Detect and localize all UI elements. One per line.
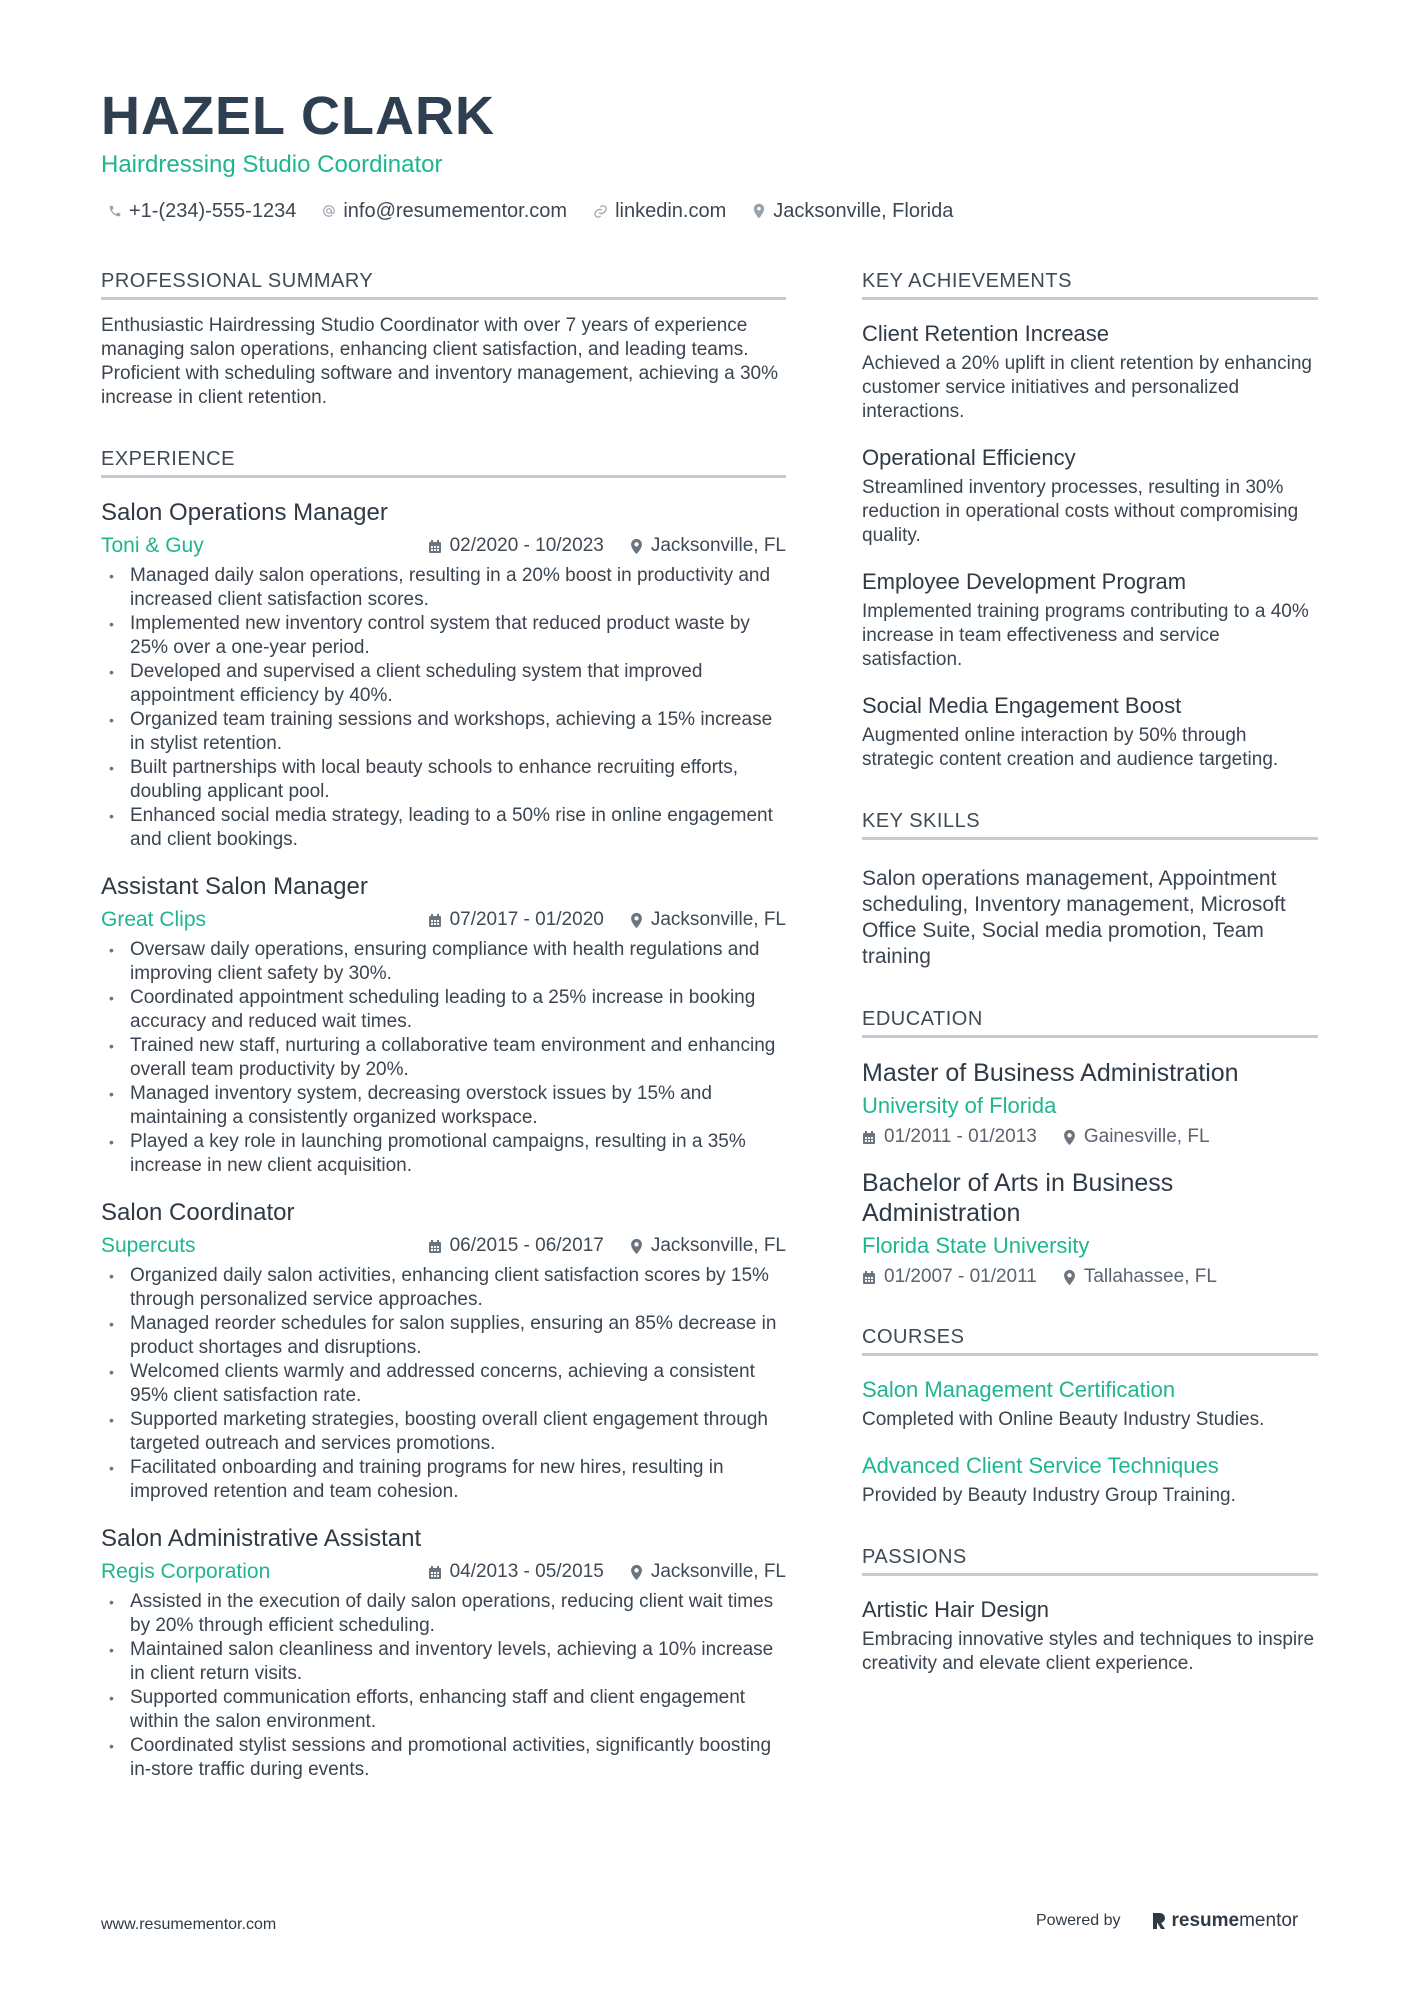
education-dates — [862, 1266, 1037, 1288]
map-pin-icon — [1063, 1129, 1076, 1146]
job-title: Salon Coordinator — [101, 1199, 295, 1226]
achievement-title: Employee Development Program — [862, 569, 1187, 594]
contact-location — [752, 198, 953, 224]
bullet-item: • Supported marketing strategies, boosting overall client engagement through targeted outreach and services promotions. — [101, 1408, 786, 1456]
education-dates-text: 01/2011 - 01/2013 — [884, 1126, 1037, 1147]
calendar-icon — [862, 1270, 876, 1285]
achievement-desc: Achieved a 20% uplift in client retention by enhancing customer service initiatives and personalized interactions. — [862, 353, 1312, 422]
bullet-item: • Coordinated appointment scheduling leading to a 25% increase in booking accuracy and reduced wait times. — [101, 986, 786, 1034]
job-dates-text: 07/2017 - 01/2020 — [449, 909, 604, 930]
job-company: Toni & Guy — [101, 534, 204, 557]
bullet-item: • Played a key role in launching promotional campaigns, resulting in a 35% increase in new client acquisition. — [101, 1130, 786, 1178]
job-location-text: Jacksonville, FL — [650, 909, 786, 930]
job-meta — [101, 1232, 786, 1260]
bullet-item: • Coordinated stylist sessions and promotional activities, significantly boosting in-store traffic during events. — [101, 1734, 786, 1782]
achievement-desc: Augmented online interaction by 50% through strategic content creation and audience targeting. — [862, 725, 1279, 770]
bullet-item: • Enhanced social media strategy, leading to a 50% rise in online engagement and client bookings. — [101, 804, 786, 852]
bullet-item: • Managed daily salon operations, resulting in a 20% boost in productivity and increased client satisfaction scores. — [101, 564, 786, 612]
summary-text: Enthusiastic Hairdressing Studio Coordinator with over 7 years of experience managing salon operations, enhancing client satisfaction, and leading teams. Proficient with scheduling software and inventory management, achieving a 30% increase in client retention. — [101, 315, 778, 408]
education-degree: Bachelor of Arts in Business Administration — [862, 1169, 1174, 1227]
education-school: University of Florida — [862, 1093, 1057, 1118]
achievement-desc: Implemented training programs contributing to a 40% increase in team effectiveness and service satisfaction. — [862, 601, 1309, 670]
achievement-item — [862, 444, 1318, 548]
passion-title: Artistic Hair Design — [862, 1597, 1050, 1622]
course-item — [862, 1452, 1318, 1508]
achievement-desc: Streamlined inventory processes, resulting in 30% reduction in operational costs without compromising quality. — [862, 477, 1299, 546]
job-dates-text: 02/2020 - 10/2023 — [449, 535, 604, 556]
map-pin-icon — [1063, 1269, 1076, 1286]
job-company: Regis Corporation — [101, 1560, 271, 1583]
map-pin-icon — [630, 538, 643, 555]
job-meta — [101, 906, 786, 934]
job-dates — [428, 909, 604, 931]
skills-text: Salon operations management, Appointment scheduling, Inventory management, Microsoft Office Suite, Social media promotion, Team training — [862, 867, 1286, 968]
bullet-item: • Maintained salon cleanliness and inventory levels, achieving a 10% increase in client return visits. — [101, 1638, 786, 1686]
bullet-item: • Managed inventory system, decreasing overstock issues by 15% and maintaining a consistently organized workspace. — [101, 1082, 786, 1130]
resumementor-logo-icon — [1151, 1911, 1167, 1931]
job-location-text: Jacksonville, FL — [650, 535, 786, 556]
achievement-item — [862, 568, 1318, 672]
job-location — [630, 1235, 786, 1257]
brand-light: mentor — [1239, 1910, 1299, 1931]
calendar-icon — [862, 1130, 876, 1145]
contact-phone — [108, 198, 296, 224]
passion-item — [862, 1596, 1318, 1676]
bullet-item: • Supported communication efforts, enhancing staff and client engagement within the salon environment. — [101, 1686, 786, 1734]
education-meta — [862, 1126, 1318, 1148]
achievements-heading: KEY ACHIEVEMENTS — [862, 268, 1318, 300]
map-pin-icon — [630, 1564, 643, 1581]
phone-text: +1-(234)-555-1234 — [129, 200, 297, 222]
right-column — [862, 268, 1318, 1676]
candidate-name: HAZEL CLARK — [101, 86, 495, 146]
job-location — [630, 535, 786, 557]
job-company: Supercuts — [101, 1234, 196, 1257]
job-title: Salon Operations Manager — [101, 499, 388, 526]
job-title: Salon Administrative Assistant — [101, 1525, 422, 1552]
brand-logo[interactable] — [1151, 1910, 1299, 1932]
education-school: Florida State University — [862, 1233, 1090, 1258]
job-location — [630, 1561, 786, 1583]
courses-heading: COURSES — [862, 1324, 1318, 1356]
bullet-item: • Organized team training sessions and workshops, achieving a 15% increase in stylist retention. — [101, 708, 786, 756]
achievement-title: Client Retention Increase — [862, 321, 1110, 346]
contact-linkedin[interactable] — [593, 198, 726, 224]
job-meta — [101, 1558, 786, 1586]
skills-heading: KEY SKILLS — [862, 808, 1318, 840]
job-location-text: Jacksonville, FL — [650, 1561, 786, 1582]
calendar-icon — [428, 1239, 442, 1254]
course-item — [862, 1376, 1318, 1432]
job-dates — [428, 535, 604, 557]
education-list — [862, 1058, 1318, 1288]
achievement-item — [862, 692, 1318, 772]
achievements-list — [862, 320, 1318, 772]
job-title: Assistant Salon Manager — [101, 873, 368, 900]
powered-by-label: Powered by — [1036, 1912, 1121, 1929]
course-desc: Completed with Online Beauty Industry Studies. — [862, 1409, 1265, 1430]
bullet-item: • Developed and supervised a client scheduling system that improved appointment efficiency by 40%. — [101, 660, 786, 708]
education-dates-text: 01/2007 - 01/2011 — [884, 1266, 1037, 1287]
candidate-role: Hairdressing Studio Coordinator — [101, 151, 443, 178]
job-entry — [101, 1198, 786, 1504]
left-column — [101, 268, 786, 1782]
bullet-item: • Facilitated onboarding and training programs for new hires, resulting in improved retention and team cohesion. — [101, 1456, 786, 1504]
job-entry — [101, 498, 786, 852]
linkedin-text: linkedin.com — [615, 200, 727, 222]
map-pin-icon — [752, 203, 766, 219]
achievement-title: Operational Efficiency — [862, 445, 1076, 470]
bullet-item: • Oversaw daily operations, ensuring compliance with health regulations and improving client safety by 30%. — [101, 938, 786, 986]
job-company: Great Clips — [101, 908, 207, 931]
passion-desc: Embracing innovative styles and techniques to inspire creativity and elevate client experience. — [862, 1629, 1315, 1674]
bullet-item: • Built partnerships with local beauty schools to enhance recruiting efforts, doubling applicant pool. — [101, 756, 786, 804]
education-meta — [862, 1266, 1318, 1288]
achievement-title: Social Media Engagement Boost — [862, 693, 1182, 718]
education-degree: Master of Business Administration — [862, 1059, 1239, 1087]
job-dates-text: 06/2015 - 06/2017 — [449, 1235, 604, 1256]
bullet-item: • Trained new staff, nurturing a collaborative team environment and enhancing overall team productivity by 20%. — [101, 1034, 786, 1082]
course-desc: Provided by Beauty Industry Group Training. — [862, 1485, 1236, 1506]
location-text: Jacksonville, Florida — [773, 200, 954, 222]
job-bullets — [101, 1590, 786, 1782]
calendar-icon — [428, 1565, 442, 1580]
contact-bar — [108, 198, 979, 224]
education-dates — [862, 1126, 1037, 1148]
brand-bold: resume — [1171, 1910, 1240, 1931]
phone-icon — [108, 204, 122, 218]
map-pin-icon — [630, 912, 643, 929]
map-pin-icon — [630, 1238, 643, 1255]
job-entry — [101, 872, 786, 1178]
education-item — [862, 1168, 1318, 1288]
job-location-text: Jacksonville, FL — [650, 1235, 786, 1256]
contact-email[interactable] — [322, 198, 567, 224]
bullet-item: • Welcomed clients warmly and addressed concerns, achieving a consistent 95% client satisfaction rate. — [101, 1360, 786, 1408]
calendar-icon — [428, 913, 442, 928]
job-dates — [428, 1235, 604, 1257]
course-title: Salon Management Certification — [862, 1377, 1176, 1402]
achievement-item — [862, 320, 1318, 424]
passions-list — [862, 1596, 1318, 1676]
education-location — [1063, 1126, 1210, 1148]
education-location-text: Tallahassee, FL — [1083, 1266, 1217, 1287]
job-dates-text: 04/2013 - 05/2015 — [449, 1561, 604, 1582]
education-location — [1063, 1266, 1217, 1288]
job-location — [630, 909, 786, 931]
job-bullets — [101, 564, 786, 852]
job-bullets — [101, 938, 786, 1178]
at-icon — [322, 204, 336, 218]
courses-list — [862, 1376, 1318, 1508]
link-icon — [593, 204, 608, 219]
bullet-item: • Managed reorder schedules for salon supplies, ensuring an 85% decrease in product shortages and disruptions. — [101, 1312, 786, 1360]
education-location-text: Gainesville, FL — [1083, 1126, 1210, 1147]
calendar-icon — [428, 539, 442, 554]
education-heading: EDUCATION — [862, 1006, 1318, 1038]
job-entry — [101, 1524, 786, 1782]
footer-branding — [1036, 1910, 1298, 1932]
job-bullets — [101, 1264, 786, 1504]
experience-list — [101, 498, 786, 1782]
education-item — [862, 1058, 1318, 1148]
job-meta — [101, 532, 786, 560]
bullet-item: • Implemented new inventory control system that reduced product waste by 25% over a one-year period. — [101, 612, 786, 660]
bullet-item: • Organized daily salon activities, enhancing client satisfaction scores by 15% through personalized service approaches. — [101, 1264, 786, 1312]
summary-heading: PROFESSIONAL SUMMARY — [101, 268, 786, 300]
email-text: info@resumementor.com — [343, 200, 568, 222]
passions-heading: PASSIONS — [862, 1544, 1318, 1576]
experience-heading: EXPERIENCE — [101, 446, 786, 478]
footer-website[interactable]: www.resumementor.com — [101, 1916, 277, 1933]
bullet-item: • Assisted in the execution of daily salon operations, reducing client wait times by 20% through efficient scheduling. — [101, 1590, 786, 1638]
course-title: Advanced Client Service Techniques — [862, 1453, 1219, 1478]
job-dates — [428, 1561, 604, 1583]
